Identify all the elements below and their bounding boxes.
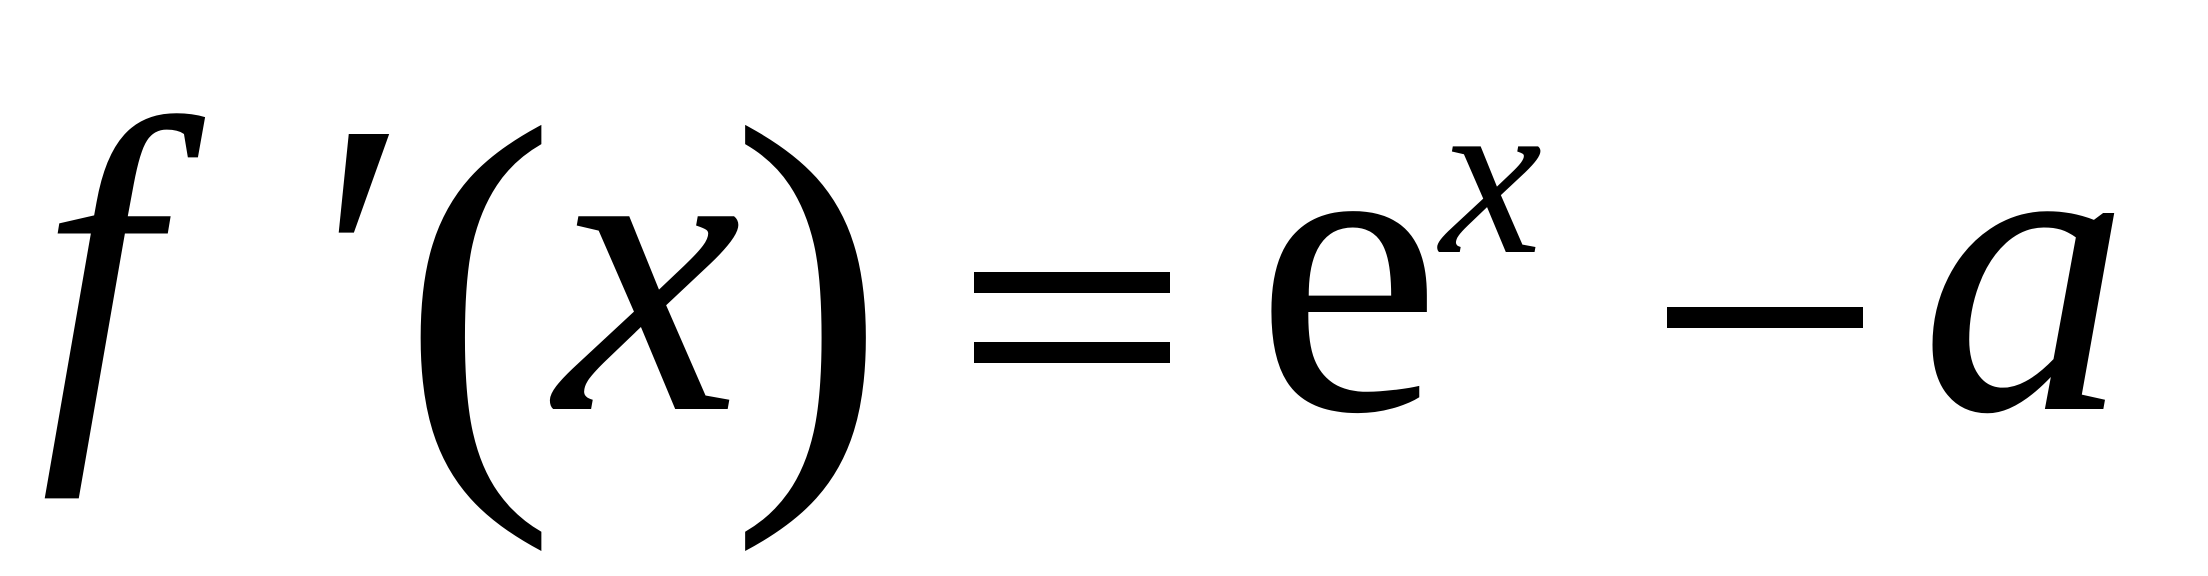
exponential-base: e [1255, 35, 1442, 500]
equals-sign-top-bar [974, 272, 1170, 293]
right-parenthesis: ) [730, 32, 887, 553]
equals-sign-bottom-bar [974, 342, 1170, 363]
parameter-variable: a [1920, 35, 2130, 500]
minus-sign [1667, 307, 1863, 328]
argument-variable: x [555, 35, 742, 500]
exponent-variable: x [1440, 47, 1543, 302]
prime-symbol: ′ [318, 35, 410, 500]
function-name: f [40, 35, 157, 500]
left-parenthesis: ( [400, 32, 557, 553]
